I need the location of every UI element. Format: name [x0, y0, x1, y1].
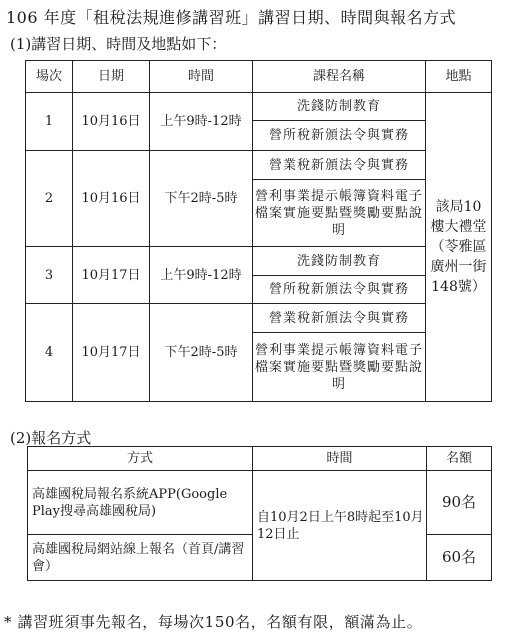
course-name: 洗錢防制教育 — [253, 247, 426, 276]
session-number: 1 — [26, 93, 73, 151]
registration-header-row — [28, 447, 492, 471]
session-date: 10月16日 — [73, 151, 150, 247]
document-title: 106 年度「租稅法規進修講習班」講習日期、時間與報名方式 — [6, 8, 457, 27]
registration-period: 自10月2日上午8時起至10月12日止 — [253, 471, 427, 581]
header-date: 日期 — [73, 61, 150, 93]
session-number: 4 — [26, 304, 73, 402]
course-name: 營利事業提示帳簿資料電子檔案實施要點暨獎勵要點說明 — [253, 333, 426, 402]
table-row — [28, 471, 492, 535]
session-time: 下午2時-5時 — [150, 304, 253, 402]
location-cell: 該局10樓大禮堂（苓雅區廣州一街148號） — [426, 93, 492, 402]
registration-method: 高雄國稅局網站線上報名（首頁/講習會） — [28, 535, 253, 581]
schedule-table — [25, 60, 492, 402]
session-time: 上午9時-12時 — [150, 247, 253, 304]
section1-heading: (1)講習日期、時間及地點如下： — [10, 35, 227, 53]
session-date: 10月17日 — [73, 304, 150, 402]
table-row — [26, 93, 492, 121]
header-method: 方式 — [28, 447, 253, 471]
course-name: 營業稅新頒法令與實務 — [253, 304, 426, 333]
course-name: 營所稅新頒法令與實務 — [253, 276, 426, 304]
table-row — [26, 151, 492, 180]
quota-value: 90名 — [427, 471, 492, 535]
session-number: 2 — [26, 151, 73, 247]
registration-table — [27, 446, 492, 581]
session-date: 10月16日 — [73, 93, 150, 151]
session-time: 下午2時-5時 — [150, 151, 253, 247]
table-row — [26, 247, 492, 276]
header-time: 時間 — [150, 61, 253, 93]
header-period: 時間 — [253, 447, 427, 471]
course-name: 營利事業提示帳簿資料電子檔案實施要點暨獎勵要點說明 — [253, 180, 426, 247]
course-name: 營所稅新頒法令與實務 — [253, 121, 426, 151]
quota-value: 60名 — [427, 535, 492, 581]
session-number: 3 — [26, 247, 73, 304]
table-row — [26, 304, 492, 333]
footnote: * 講習班須事先報名，每場次150名，名額有限，額滿為止。 — [4, 613, 423, 631]
session-date: 10月17日 — [73, 247, 150, 304]
header-location: 地點 — [426, 61, 492, 93]
header-course: 課程名稱 — [253, 61, 426, 93]
course-name: 洗錢防制教育 — [253, 93, 426, 121]
section2-heading: (2)報名方式 — [10, 429, 92, 447]
session-time: 上午9時-12時 — [150, 93, 253, 151]
header-quota: 名額 — [427, 447, 492, 471]
registration-method: 高雄國稅局報名系統APP(Google Play搜尋高雄國稅局) — [28, 471, 253, 535]
schedule-header-row — [26, 61, 492, 93]
course-name: 營業稅新頒法令與實務 — [253, 151, 426, 180]
header-session: 場次 — [26, 61, 73, 93]
